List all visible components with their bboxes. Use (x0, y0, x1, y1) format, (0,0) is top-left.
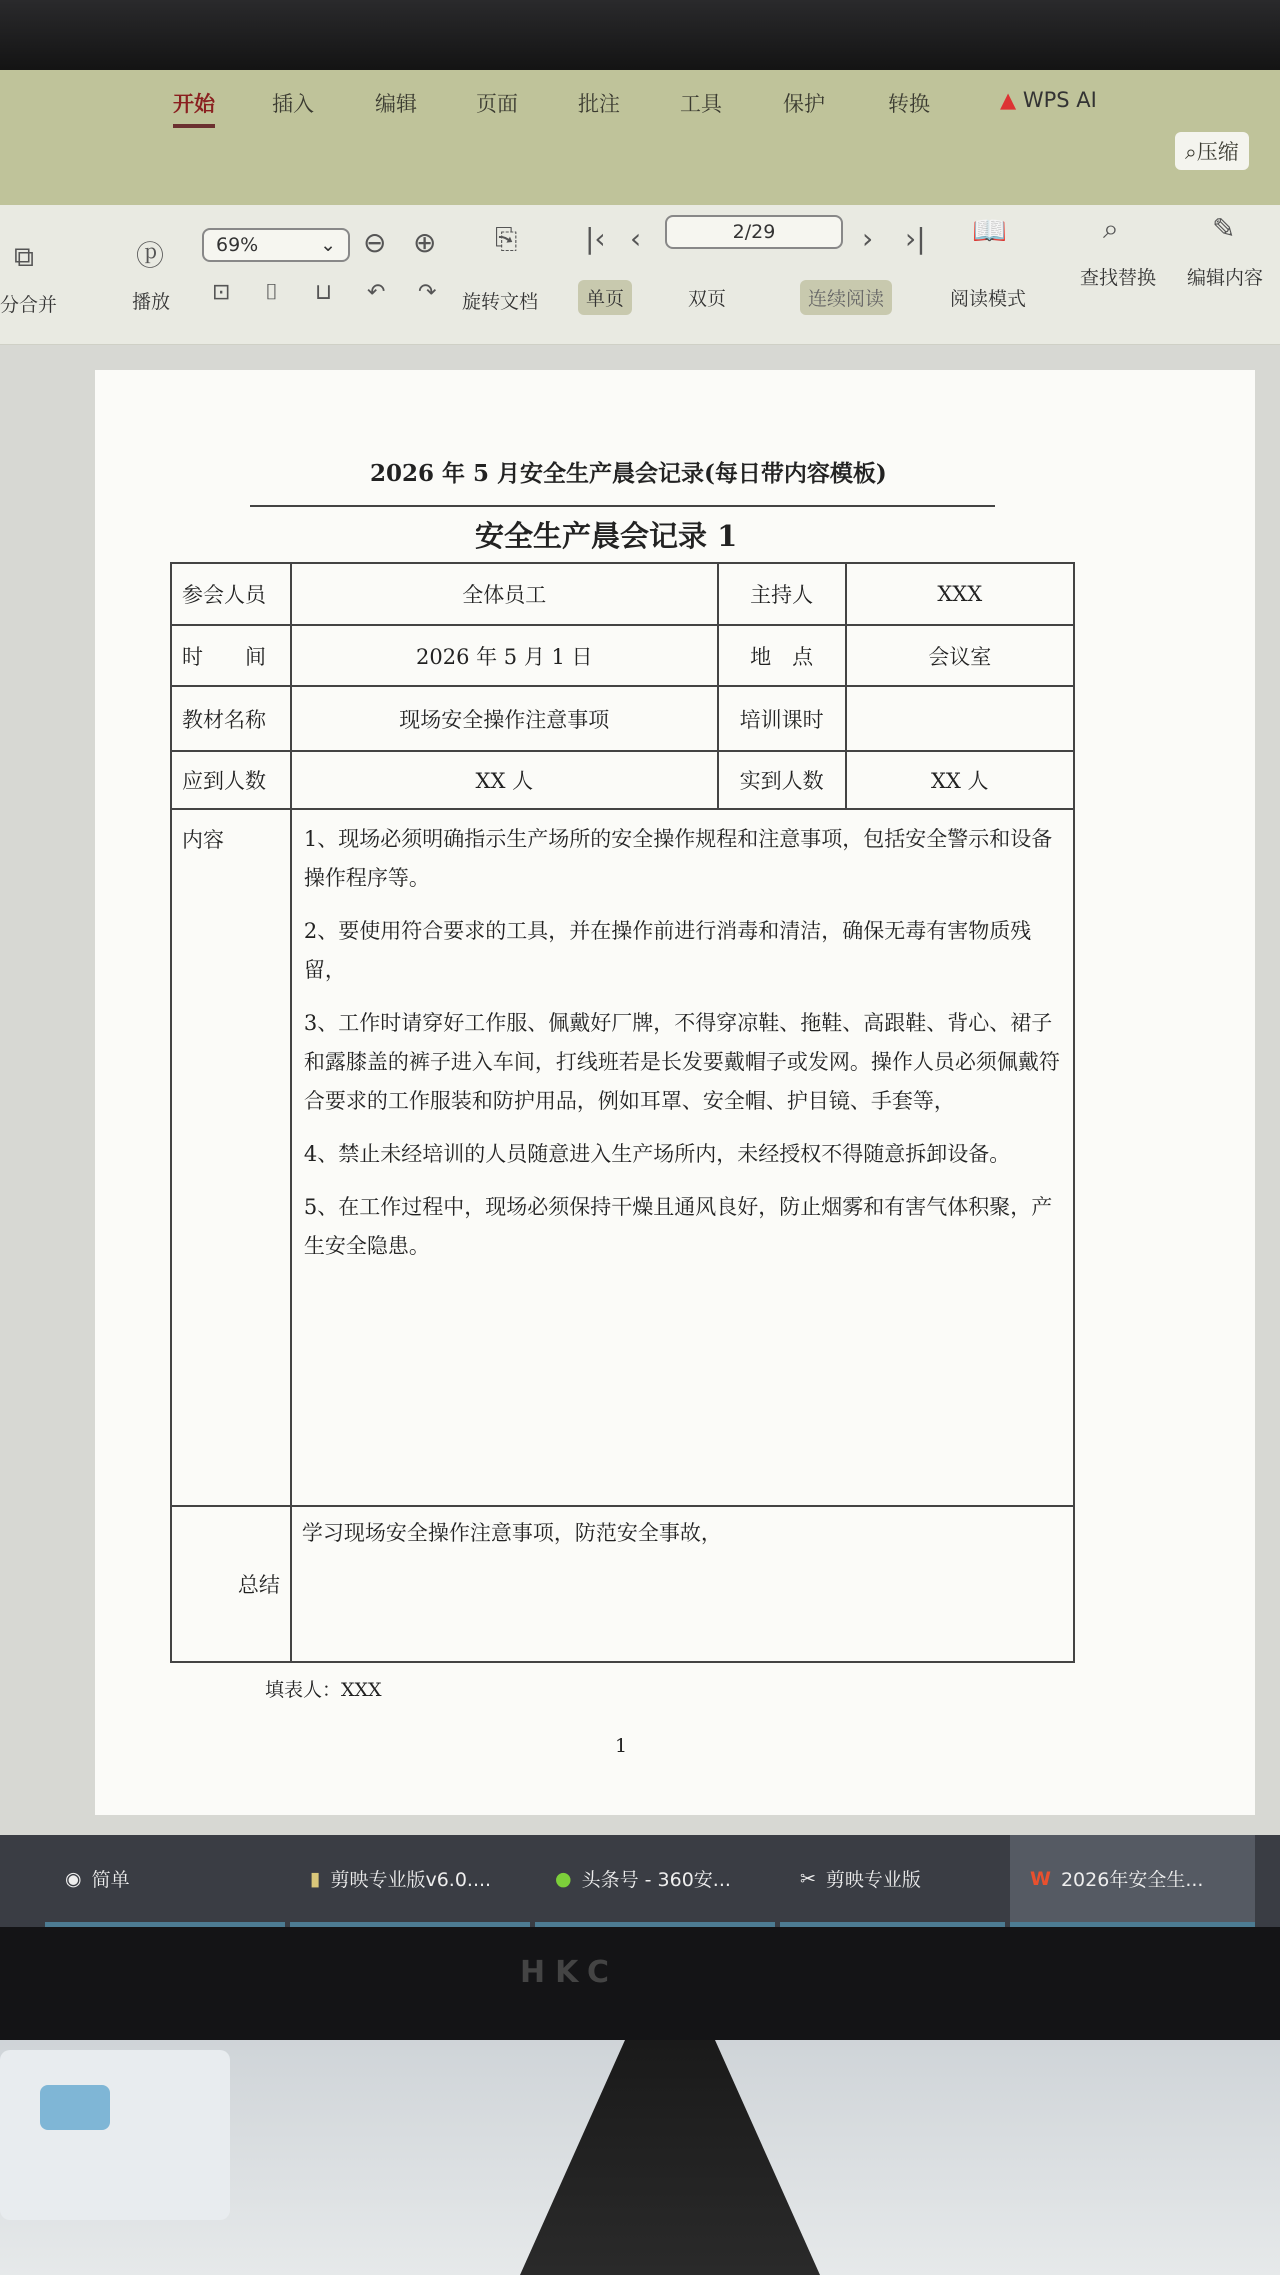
actual-size-icon[interactable]: ⊡ (212, 280, 231, 305)
meeting-record-table (170, 562, 1075, 1663)
monitor-logo: HKC (520, 1955, 620, 1990)
read-mode-button[interactable]: 阅读模式 (950, 288, 1027, 310)
document-title: 2026 年 5 月安全生产晨会记录(每日带内容模板) (370, 460, 887, 487)
play-button[interactable]: 播放 (132, 291, 171, 313)
wps-ai-button[interactable]: ▲ WPS AI (1000, 88, 1097, 112)
taskbar (0, 1835, 1280, 1927)
content-item: 3、工作时请穿好工作服、佩戴好厂牌，不得穿凉鞋、拖鞋、高跟鞋、背心、裙子和露膝盖的裤子进入车间，打线班若是长发要戴帽子或发网。操作人员必须佩戴符合要求的工作服装和防护用品，例如耳罩、安全帽、护目镜、手套等， (303, 1011, 1060, 1113)
actual-value: XX 人 (846, 751, 1075, 809)
search-button[interactable]: ⌕压缩 (1175, 132, 1249, 170)
fit-page-icon[interactable]: ⌷ (265, 280, 279, 305)
taskbar-item[interactable]: ✂ 剪映专业版 (780, 1835, 1005, 1927)
find-icon: ⌕ (1103, 212, 1119, 245)
label-expected: 应到人数 (171, 751, 291, 809)
book-icon: 📖 (972, 214, 1007, 247)
label-host: 主持人 (718, 563, 846, 625)
zoom-in-icon[interactable]: ⊕ (413, 226, 437, 259)
double-page-button[interactable]: 双页 (688, 288, 727, 310)
tab-tools[interactable]: 工具 (680, 92, 722, 116)
host-value: XXX (846, 563, 1075, 625)
find-replace-button[interactable]: 查找替换 (1080, 267, 1157, 289)
rotate-right-icon[interactable]: ↷ (418, 280, 437, 305)
label-material: 教材名称 (171, 686, 291, 751)
title-divider (250, 505, 995, 507)
capcut-icon: ✂ (800, 1867, 816, 1890)
label-attendees: 参会人员 (171, 563, 291, 625)
content-cell (291, 809, 1074, 1506)
last-page-icon[interactable]: ›| (905, 222, 926, 255)
label-content: 内容 (171, 809, 291, 1506)
tab-page[interactable]: 页面 (476, 92, 518, 116)
hours-value (846, 686, 1075, 751)
search-icon: ⌕ (1185, 140, 1197, 164)
app-icon: ◉ (65, 1867, 82, 1890)
tab-edit[interactable]: 编辑 (375, 92, 417, 116)
time-value: 2026 年 5 月 1 日 (291, 625, 718, 686)
chevron-down-icon: ⌄ (320, 234, 336, 256)
page-number-input[interactable]: 2/29 (665, 215, 843, 249)
rotate-left-icon[interactable]: ↶ (367, 280, 386, 305)
rotate-icon[interactable]: ⎘ (495, 222, 518, 255)
tab-start[interactable]: 开始 (173, 88, 215, 128)
edit-content-button[interactable]: 编辑内容 (1187, 267, 1264, 289)
content-item: 1、现场必须明确指示生产场所的安全操作规程和注意事项，包括安全警示和设备操作程序等。 (303, 827, 1053, 890)
summary-value: 学习现场安全操作注意事项，防范安全事故， (291, 1506, 1074, 1662)
label-time: 时 间 (171, 625, 291, 686)
taskbar-item[interactable]: ▮ 剪映专业版v6.0.... (290, 1835, 530, 1927)
fit-width-icon[interactable]: ⊔ (315, 280, 333, 305)
label-place: 地 点 (718, 625, 846, 686)
zoom-select[interactable]: 69% ⌄ (202, 228, 350, 262)
wps-icon: W (1030, 1867, 1051, 1890)
label-summary: 总结 (171, 1506, 291, 1662)
record-subtitle: 安全生产晨会记录 1 (475, 519, 738, 553)
prev-page-icon[interactable]: ‹ (630, 222, 642, 255)
browser-360-icon: ● (555, 1867, 572, 1890)
play-icon: ⓟ (136, 239, 165, 272)
page-number: 1 (615, 1735, 628, 1757)
zoom-out-icon[interactable]: ⊖ (363, 226, 387, 259)
rotate-document-button[interactable]: 旋转文档 (462, 291, 539, 313)
content-item: 2、要使用符合要求的工具，并在操作前进行消毒和清洁，确保无毒有害物质残留， (303, 919, 1032, 982)
edit-icon: ✎ (1212, 212, 1236, 245)
material-value: 现场安全操作注意事项 (291, 686, 718, 751)
tab-convert[interactable]: 转换 (888, 92, 930, 116)
power-strip (0, 2050, 230, 2220)
place-value: 会议室 (846, 625, 1075, 686)
taskbar-item[interactable]: ◉ 简单 (45, 1835, 285, 1927)
folder-icon: ▮ (310, 1867, 321, 1890)
tab-protect[interactable]: 保护 (783, 92, 825, 116)
wps-ai-icon: ▲ (1000, 88, 1017, 112)
next-page-icon[interactable]: › (862, 222, 874, 255)
first-page-icon[interactable]: |‹ (585, 222, 606, 255)
content-item: 5、在工作过程中，现场必须保持干燥且通风良好，防止烟雾和有害气体积聚，产生安全隐患。 (303, 1195, 1053, 1258)
single-page-button[interactable]: 单页 (578, 280, 632, 315)
filler-label: 填表人：XXX (265, 1679, 382, 1701)
power-switch (40, 2085, 110, 2130)
merge-button[interactable]: 分合并 (0, 294, 58, 316)
expected-value: XX 人 (291, 751, 718, 809)
continuous-read-button[interactable]: 连续阅读 (800, 280, 892, 315)
attendees-value: 全体员工 (291, 563, 718, 625)
taskbar-item[interactable]: ● 头条号 - 360安... (535, 1835, 775, 1927)
taskbar-item-active[interactable]: W 2026年安全生... (1010, 1835, 1255, 1927)
label-actual: 实到人数 (718, 751, 846, 809)
merge-icon: ⧉ (14, 240, 34, 273)
label-hours: 培训课时 (718, 686, 846, 751)
tab-comment[interactable]: 批注 (578, 92, 620, 116)
content-item: 4、禁止未经培训的人员随意进入生产场所内，未经授权不得随意拆卸设备。 (303, 1142, 1011, 1166)
tab-insert[interactable]: 插入 (272, 92, 314, 116)
monitor-bezel (0, 0, 1280, 78)
monitor-bezel-bottom (0, 1927, 1280, 2047)
